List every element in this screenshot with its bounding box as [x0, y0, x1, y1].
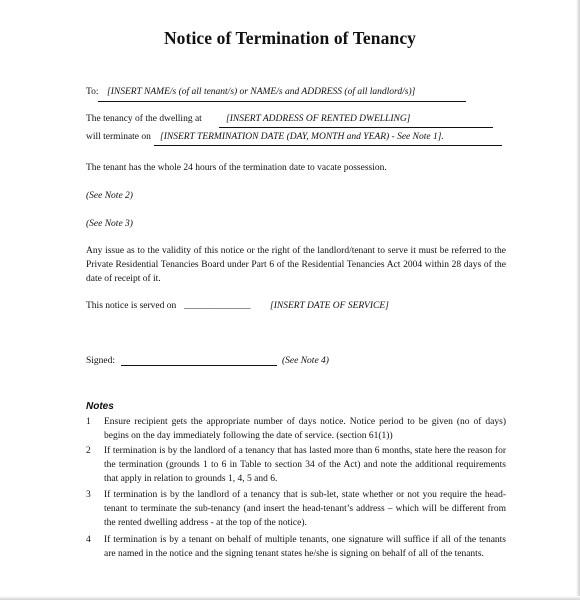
note-item: [86, 488, 506, 532]
note-text: If termination is by a tenant on behalf of multiple tenants, one signature will suffice if all of the tenants are named in the notice and the signing tenant states he/she is signing on behalf of all of the tenants.: [104, 535, 506, 560]
to-label: To:: [86, 87, 99, 97]
note-text: If termination is by the landlord of a tenancy that is sub-let, state whether or not you require the head-tenant to terminate the sub-tenancy (and insert the head-tenant’s address – which will be different from the rented dwelling address - at the top of the notice).: [104, 490, 506, 529]
dwelling-label: The tenancy of the dwelling at: [86, 114, 202, 124]
termination-date-underline: [154, 145, 502, 146]
served-blank: ______________: [184, 301, 251, 311]
page-title: Notice of Termination of Tenancy: [163, 28, 417, 48]
dispute-paragraph: Any issue as to the validity of this notice or the right of the landlord/tenant to serve it must be referred to the Private Residential Tenancies Board under Part 6 of the Residential Tenancies Act 2004 within 28 days of the date of receipt of it.: [86, 246, 506, 284]
vacate-text: The tenant has the whole 24 hours of the termination date to vacate possession.: [86, 163, 387, 173]
served-label: This notice is served on: [86, 301, 177, 311]
note-item: [86, 444, 506, 488]
termination-date-value: [INSERT TERMINATION DATE (DAY, MONTH and YEAR) - See Note 1].: [160, 132, 444, 142]
dwelling-underline: [219, 127, 493, 128]
note-number: 2: [86, 446, 91, 456]
note-number: 1: [86, 417, 91, 427]
note-text: Ensure recipient gets the appropriate number of days notice. Notice period to be given (no of days) begins on the day immediately following the date of service. (section 61(1)): [104, 417, 506, 442]
note-number: 3: [86, 490, 91, 500]
signed-note: (See Note 4): [282, 356, 329, 366]
signed-label: Signed:: [86, 356, 116, 366]
note-text: If termination is by the landlord of a tenancy that has lasted more than 6 months, state here the reason for the termination (grounds 1 to 6 in Table to section 34 of the Act) and note the additional requirements that apply in relation to grounds 1, 4, 5 and 6.: [104, 446, 506, 485]
dwelling-address-value: [INSERT ADDRESS OF RENTED DWELLING]: [226, 114, 411, 124]
to-underline: [98, 101, 466, 102]
to-value: [INSERT NAME/s (of all tenant/s) or NAME/s and ADDRESS (of all landlord/s)]: [107, 87, 416, 97]
note-item: [86, 533, 506, 577]
note-number: 4: [86, 535, 91, 545]
notes-heading: Notes: [86, 401, 114, 412]
page-edge-shadow-right: [576, 0, 580, 600]
service-date-value: [INSERT DATE OF SERVICE]: [270, 301, 389, 311]
see-note-2: (See Note 2): [86, 191, 133, 201]
note-item: [86, 415, 506, 444]
terminate-label: will terminate on: [86, 132, 151, 142]
signature-line: [121, 365, 277, 366]
see-note-3: (See Note 3): [86, 219, 133, 229]
page-edge-shadow-bottom: [0, 596, 580, 600]
